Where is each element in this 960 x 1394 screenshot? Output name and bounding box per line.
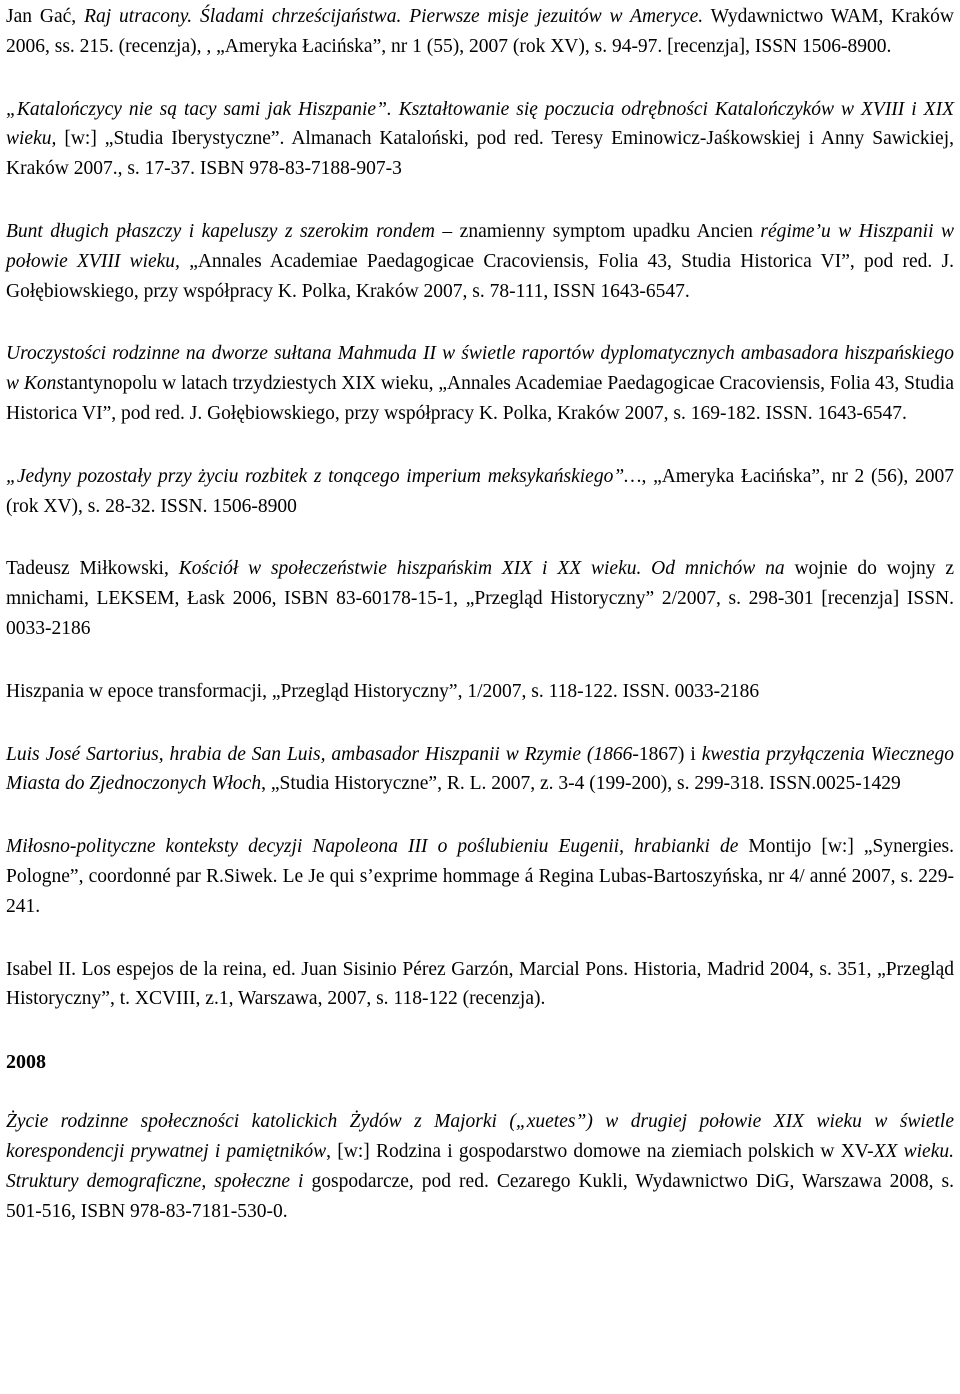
entry-text: Montijo [w:] „Synergies. Pologne”, coordonné par R.Siwek. Le Je qui s’exprime hommage á Regina Lubas-Bartoszyńska, nr 4/ anné 2007, s. 229-241. [6, 836, 954, 917]
entry-text: tantynopolu w latach trzydziestych XIX wieku, „Annales Academiae Paedagogicae Cracoviensis, Folia 43, Studia Historica VI”, pod red. J. Gołębiowskiego, przy współpracy K. Polka, Kraków 2007, s. 169-182. ISSN. 1643-6547. [6, 373, 955, 424]
bibliography-entry [6, 217, 954, 306]
entry-title-text: Życie rodzinne społeczności katolickich Żydów z Majorki („xuetes”) w drugiej połowie XIX wieku w świetle korespondencji prywatnej i pamiętników [6, 1111, 954, 1162]
entry-title-text: régime’u w Hiszpanii w połowie XVIII wieku, [6, 220, 954, 272]
entry-text: , [w:] Rodzina i gospodarstwo domowe na ziemiach polskich w XV- [326, 1140, 874, 1162]
entry-text: [w:] „Studia Iberystyczne”. Almanach Kataloński, pod red. Teresy Eminowicz-Jaśkowskiej i Anny Sawickiej, Kraków 2007., s. 17-37. ISBN 978-83-7188-907-3 [6, 128, 954, 180]
entry-text: , „Ameryka Łacińska”, nr 2 (56), 2007 (rok XV), s. 28-32. ISSN. 1506-8900 [6, 465, 954, 517]
bibliography-entry [6, 554, 954, 643]
bibliography-entry [6, 832, 954, 921]
entry-text: , „Studia Historyczne”, R. L. 2007, z. 3-4 (199-200), s. 299-318. ISSN.0025-1429 [261, 773, 901, 795]
entry-title-text: „Jedyny pozostały przy życiu rozbitek z tonącego imperium meksykańskiego”… [6, 465, 642, 487]
entry-title-text: Kościół w społeczeństwie hiszpańskim XIX i XX wieku. Od mnichów na [178, 558, 785, 580]
bibliography-entry [6, 740, 954, 800]
bibliography-entry [6, 462, 954, 522]
bibliography-entry [6, 677, 954, 707]
entry-title-text: „Katalończycy nie są tacy sami jak Hiszpanie”. Kształtowanie się poczucia odrębności Katalończyków w XVIII i XIX wieku, [6, 98, 954, 150]
entry-title-text: Bunt długich płaszczy i kapeluszy z szerokim rondem [6, 220, 435, 242]
entry-text: -1867) i [632, 743, 702, 765]
publication-list-2008 [6, 1107, 954, 1226]
entry-title-text: Raj utracony. Śladami chrześcijaństwa. Pierwsze misje jezuitów w Ameryce. [84, 6, 704, 27]
entry-title-text: kwestia przyłączenia Wiecznego Miasta do Zjednoczonych Włoch [6, 743, 954, 795]
entry-text: Isabel II. Los espejos de la reina, ed. Juan Sisinio Pérez Garzón, Marcial Pons. Historia, Madrid 2004, s. 351, „Przegląd Historyczny”, t. XCVIII, z.1, Warszawa, 2007, s. 118-122 (recenzja). [6, 958, 954, 1010]
year-heading: 2008 [6, 1051, 46, 1074]
entry-text: Wydawnictwo WAM, Kraków 2006, ss. 215. (recenzja), , „Ameryka Łacińska”, nr 1 (55), 2007 (rok XV), s. 94-97. [recenzja], ISSN 1506-8900. [6, 6, 954, 57]
entry-text: „Annales Academiae Paedagogicae Cracoviensis, Folia 43, Studia Historica VI”, pod red. J. Gołębiowskiego, przy współpracy K. Polka, Kraków 2007, s. 78-111, ISSN 1643-6547. [6, 250, 954, 302]
entry-title-text: XX wieku. Struktury demograficzne, społeczne i [6, 1140, 954, 1192]
entry-text: Jan Gać, [6, 6, 85, 27]
publication-list [6, 2, 954, 1014]
entry-text: wojnie do wojny z mnichami, LEKSEM, Łask 2006, ISBN 83-60178-15-1, „Przegląd Historyczny” 2/2007, s. 298-301 [recenzja] ISSN. 0033-2186 [6, 558, 954, 639]
document-page [0, 2, 960, 1226]
bibliography-entry [6, 1107, 954, 1226]
entry-title-text: Luis José Sartorius, hrabia de San Luis, ambasador Hiszpanii w Rzymie (1866 [6, 743, 633, 765]
entry-title-text: Miłosno-polityczne konteksty decyzji Napoleona III o poślubieniu Eugenii, hrabianki de [6, 836, 739, 858]
bibliography-entry [6, 95, 954, 184]
entry-text: Tadeusz Miłkowski, [6, 558, 179, 580]
entry-title-text: Uroczystości rodzinne na dworze sułtana Mahmuda II w świetle raportów dyplomatycznych ambasadora hiszpańskiego w Kons [6, 343, 954, 395]
entry-text: Hiszpania w epoce transformacji, „Przegląd Historyczny”, 1/2007, s. 118-122. ISSN. 0033-2186 [6, 680, 760, 702]
bibliography-entry [6, 339, 954, 428]
bibliography-entry [6, 2, 954, 62]
entry-text: gospodarcze, pod red. Cezarego Kukli, Wydawnictwo DiG, Warszawa 2008, s. 501-516, ISBN 978-83-7181-530-0. [6, 1170, 954, 1222]
bibliography-entry [6, 955, 954, 1015]
entry-text: – znamienny symptom upadku Ancien [434, 220, 761, 242]
